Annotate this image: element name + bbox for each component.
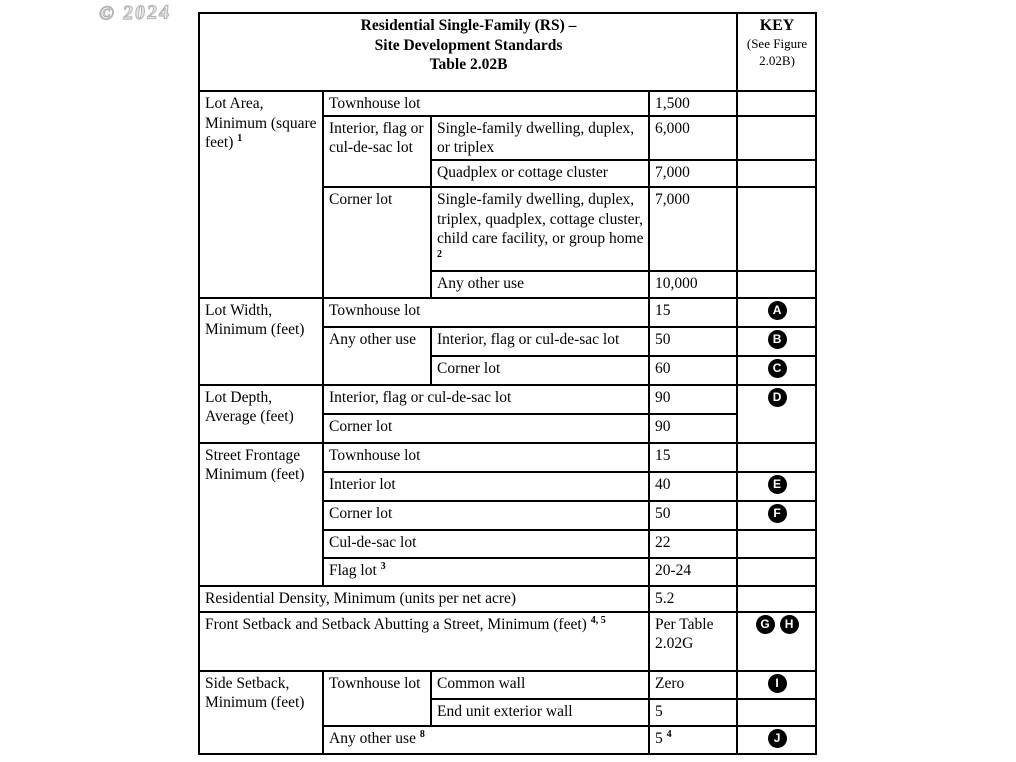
key-cell-empty	[737, 443, 816, 472]
lot-area-townhouse-value: 1,500	[649, 91, 737, 116]
key-cell-empty	[737, 116, 816, 160]
table-row	[199, 91, 816, 116]
table-row	[199, 671, 816, 699]
lot-area-townhouse-use: Townhouse lot	[323, 91, 649, 116]
table-row	[199, 612, 816, 671]
lot-area-interior-label: Interior, flag or cul-de-sac lot	[323, 116, 431, 187]
lot-area-interior-sfd-use: Single-family dwelling, duplex, or triplex	[431, 116, 649, 160]
key-badge-e: E	[768, 475, 787, 494]
key-cell-empty	[737, 160, 816, 187]
side-setback-other-value-footnote: 4	[666, 728, 672, 740]
street-frontage-flag-footnote: 3	[380, 560, 386, 572]
lot-area-label-text: Lot Area, Minimum (square feet)	[205, 95, 317, 152]
side-setback-common-wall-value: Zero	[649, 671, 737, 699]
key-header-title: KEY	[759, 17, 795, 34]
key-badge-b: B	[768, 330, 787, 349]
table-title-line-3: Table 2.02B	[429, 56, 508, 74]
key-cell-c	[737, 356, 816, 385]
lot-area-corner-label: Corner lot	[323, 187, 431, 298]
key-badge-c: C	[768, 359, 787, 378]
side-setback-other-use-footnote: 8	[419, 728, 425, 740]
street-frontage-interior-use: Interior lot	[323, 472, 649, 501]
lot-area-corner-sfd-use	[431, 187, 649, 271]
key-cell-g-h	[737, 612, 816, 671]
key-badge-h: H	[780, 615, 799, 634]
key-cell-e	[737, 472, 816, 501]
key-cell-empty	[737, 586, 816, 612]
lot-width-other-corner-use: Corner lot	[431, 356, 649, 385]
key-cell-i	[737, 671, 816, 699]
front-setback-label-text: Front Setback and Setback Abutting a Street, Minimum (feet)	[205, 615, 587, 633]
front-setback-footnote: 4, 5	[590, 614, 606, 626]
table-row	[199, 586, 816, 612]
table-title-line-1: Residential Single-Family (RS) –	[360, 17, 577, 34]
density-value: 5.2	[649, 586, 737, 612]
lot-depth-label: Lot Depth, Average (feet)	[199, 385, 323, 443]
street-frontage-townhouse-value: 15	[649, 443, 737, 472]
lot-depth-corner-value: 90	[649, 414, 737, 443]
key-badge-a: A	[768, 301, 787, 320]
table-header-row	[199, 13, 816, 91]
key-cell-empty	[737, 530, 816, 558]
key-cell-f	[737, 501, 816, 530]
key-badge-f: F	[768, 504, 787, 523]
key-cell-j	[737, 726, 816, 754]
density-label: Residential Density, Minimum (units per net acre)	[199, 586, 649, 612]
side-setback-other-value	[649, 726, 737, 754]
key-badge-g: G	[756, 615, 775, 634]
lot-width-other-interior-use: Interior, flag or cul-de-sac lot	[431, 327, 649, 356]
street-frontage-flag-use	[323, 558, 649, 586]
key-cell-empty	[737, 558, 816, 586]
street-frontage-flag-value: 20-24	[649, 558, 737, 586]
street-frontage-corner-value: 50	[649, 501, 737, 530]
lot-area-footnote: 1	[237, 133, 243, 145]
key-cell-d	[737, 385, 816, 443]
lot-area-interior-quad-value: 7,000	[649, 160, 737, 187]
lot-width-townhouse-use: Townhouse lot	[323, 298, 649, 327]
lot-width-other-corner-value: 60	[649, 356, 737, 385]
side-setback-other-use-text: Any other use	[329, 729, 416, 747]
table-title-line-2: Site Development Standards	[374, 36, 563, 54]
front-setback-value: Per Table 2.02G	[649, 612, 737, 671]
lot-width-other-label: Any other use	[323, 327, 431, 385]
key-badge-j: J	[768, 729, 787, 748]
street-frontage-townhouse-use: Townhouse lot	[323, 443, 649, 472]
lot-width-label: Lot Width, Minimum (feet)	[199, 298, 323, 385]
lot-area-corner-sfd-use-text: Single-family dwelling, duplex, triplex, quadplex, cottage cluster, child care facility, or group home	[437, 191, 644, 248]
lot-area-interior-sfd-value: 6,000	[649, 116, 737, 160]
key-cell-empty	[737, 91, 816, 116]
key-cell-empty	[737, 699, 816, 726]
side-setback-other-value-text: 5	[655, 729, 663, 747]
front-setback-label	[199, 612, 649, 671]
key-cell-b	[737, 327, 816, 356]
table-row	[199, 385, 816, 414]
street-frontage-culdesac-use: Cul-de-sac lot	[323, 530, 649, 558]
lot-width-other-interior-value: 50	[649, 327, 737, 356]
copyright-watermark: © 2024	[98, 1, 173, 25]
lot-width-townhouse-value: 15	[649, 298, 737, 327]
side-setback-end-unit-use: End unit exterior wall	[431, 699, 649, 726]
lot-depth-corner-use: Corner lot	[323, 414, 649, 443]
lot-area-label	[199, 91, 323, 298]
lot-depth-interior-use: Interior, flag or cul-de-sac lot	[323, 385, 649, 414]
key-header-cell	[737, 13, 816, 91]
side-setback-common-wall-use: Common wall	[431, 671, 649, 699]
table-row	[199, 443, 816, 472]
key-cell-empty	[737, 271, 816, 298]
table-row	[199, 298, 816, 327]
key-cell-a	[737, 298, 816, 327]
street-frontage-label: Street Frontage Minimum (feet)	[199, 443, 323, 586]
key-badge-d: D	[768, 388, 787, 407]
lot-area-interior-quad-use: Quadplex or cottage cluster	[431, 160, 649, 187]
street-frontage-flag-use-text: Flag lot	[329, 561, 377, 579]
site-development-standards-table	[198, 12, 817, 755]
lot-area-corner-other-use: Any other use	[431, 271, 649, 298]
lot-area-corner-sfd-value: 7,000	[649, 187, 737, 271]
key-cell-empty	[737, 187, 816, 271]
side-setback-end-unit-value: 5	[649, 699, 737, 726]
side-setback-townhouse-label: Townhouse lot	[323, 671, 431, 726]
lot-area-corner-other-value: 10,000	[649, 271, 737, 298]
street-frontage-corner-use: Corner lot	[323, 501, 649, 530]
street-frontage-culdesac-value: 22	[649, 530, 737, 558]
lot-depth-interior-value: 90	[649, 385, 737, 414]
key-badge-i: I	[768, 674, 787, 693]
table-title	[199, 13, 737, 91]
side-setback-other-use	[323, 726, 649, 754]
lot-area-corner-sfd-footnote: 2	[437, 248, 442, 260]
side-setback-label: Side Setback, Minimum (feet)	[199, 671, 323, 754]
street-frontage-interior-value: 40	[649, 472, 737, 501]
key-header-note: (See Figure 2.02B)	[746, 36, 808, 68]
